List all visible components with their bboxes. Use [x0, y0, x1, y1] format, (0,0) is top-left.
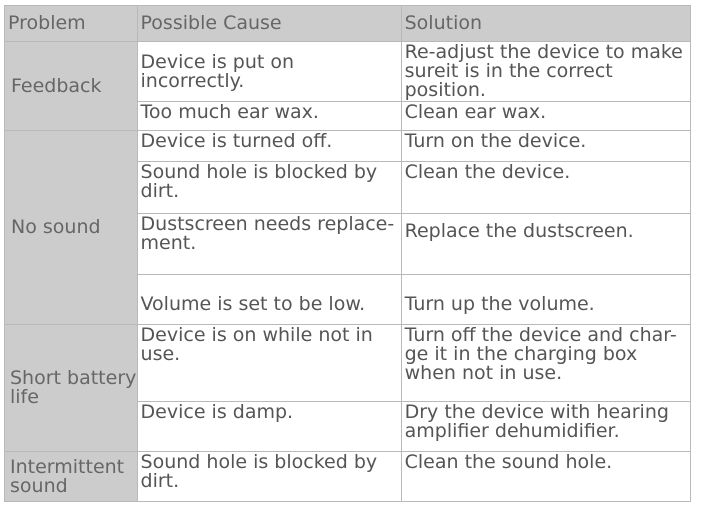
header-problem: Problem — [5, 6, 138, 42]
solution-cell: Turn off the device and char-ge it in the charging box when not in use. — [401, 325, 690, 402]
header-solution: Solution — [401, 6, 690, 42]
cause-cell: Device is turned off. — [137, 131, 401, 162]
solution-cell: Replace the dustscreen. — [401, 214, 690, 275]
cause-cell: Too much ear wax. — [137, 102, 401, 131]
table-row — [5, 325, 691, 402]
header-row — [5, 6, 691, 42]
cause-cell: Device is on while not in use. — [137, 325, 401, 402]
header-possible-cause: Possible Cause — [137, 6, 401, 42]
problem-cell: Feedback — [5, 42, 138, 131]
cause-cell: Device is put on incorrectly. — [137, 42, 401, 102]
problem-cell: Intermittent sound — [5, 452, 138, 502]
troubleshooting-table — [4, 5, 691, 502]
table-row — [5, 42, 691, 102]
problem-cell: No sound — [5, 131, 138, 325]
table-row — [5, 131, 691, 162]
solution-cell: Re-adjust the device to make sureit is in the correct position. — [401, 42, 690, 102]
solution-cell: Turn on the device. — [401, 131, 690, 162]
solution-cell: Clean the device. — [401, 162, 690, 214]
cause-cell: Sound hole is blocked by dirt. — [137, 162, 401, 214]
solution-cell: Clean ear wax. — [401, 102, 690, 131]
solution-cell: Dry the device with hearing amplifier dehumidifier. — [401, 402, 690, 452]
table-row — [5, 452, 691, 502]
solution-cell: Turn up the volume. — [401, 275, 690, 325]
troubleshooting-table-wrapper — [4, 5, 691, 502]
solution-cell: Clean the sound hole. — [401, 452, 690, 502]
cause-cell: Device is damp. — [137, 402, 401, 452]
problem-cell: Short battery life — [5, 325, 138, 452]
cause-cell: Dustscreen needs replace-ment. — [137, 214, 401, 275]
cause-cell: Sound hole is blocked by dirt. — [137, 452, 401, 502]
cause-cell: Volume is set to be low. — [137, 275, 401, 325]
